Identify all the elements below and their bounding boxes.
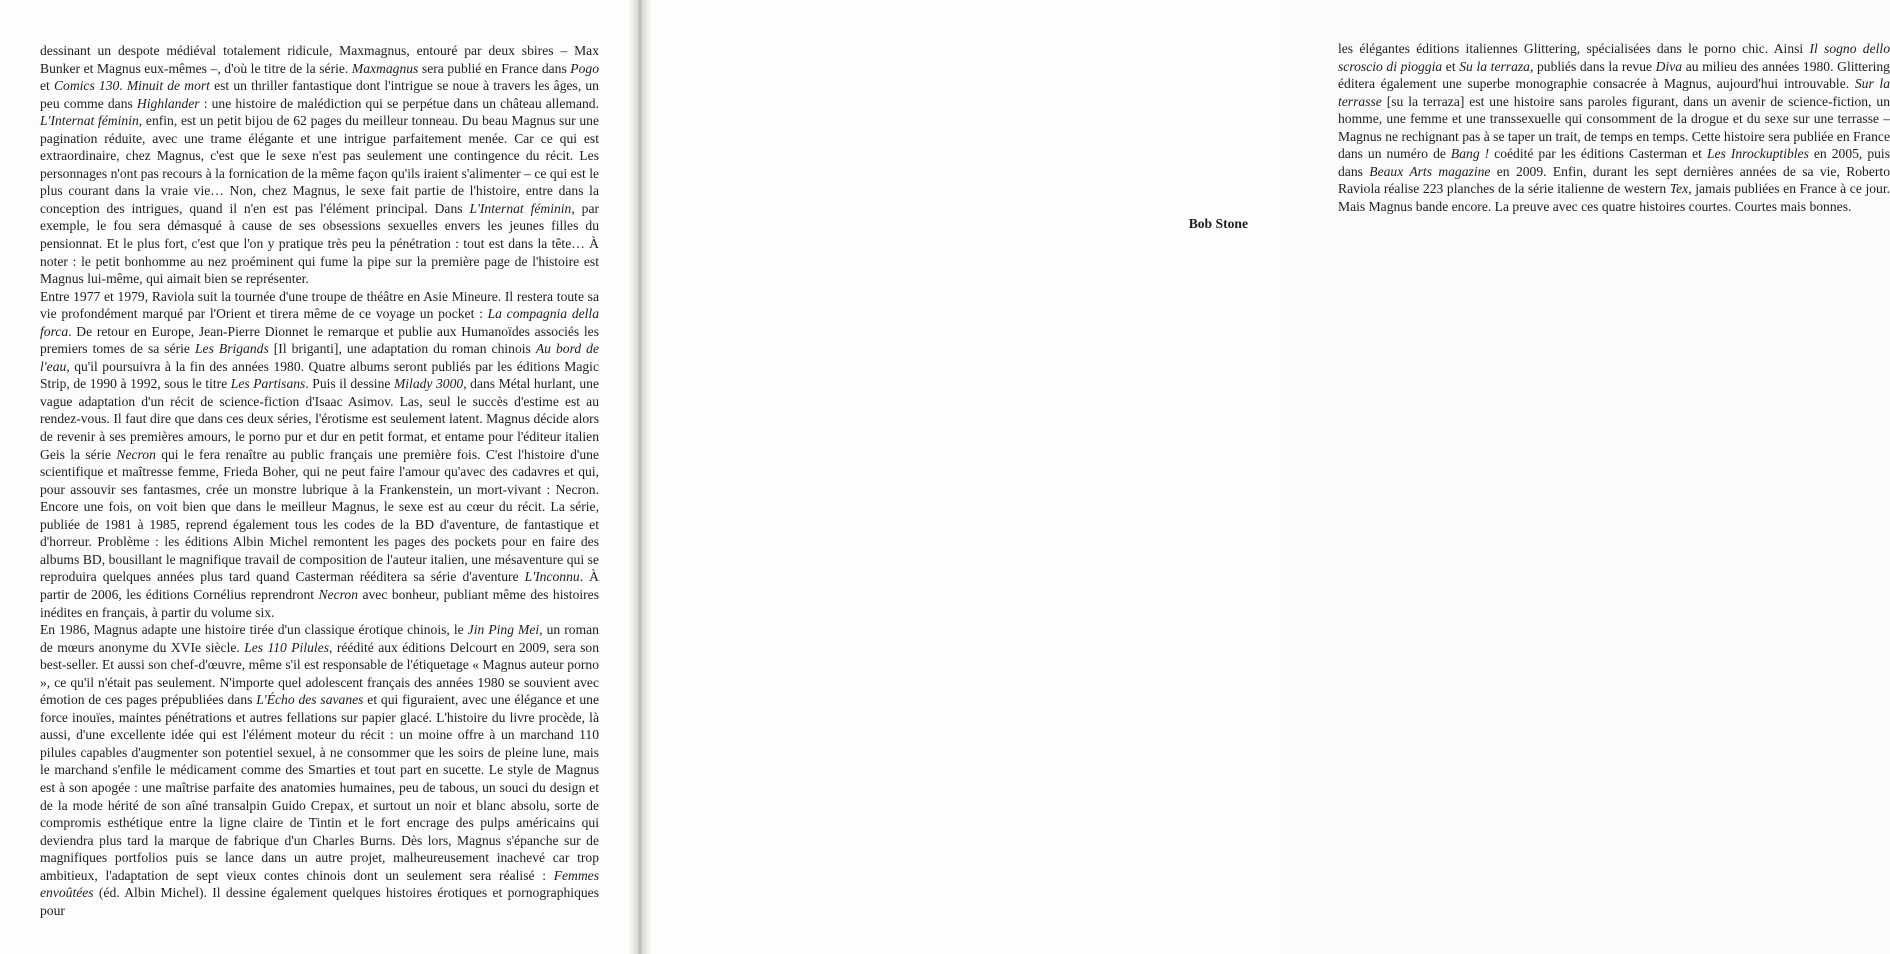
- text-run: En 1986, Magnus adapte une histoire tirée d'un classique érotique chinois, le: [40, 622, 468, 638]
- italic-title: Necron: [116, 446, 156, 462]
- italic-title: Comics 130: [53, 78, 120, 94]
- right-page-text: [1338, 40, 1890, 215]
- text-run: , un roman de mœurs anonyme du XVIe siècle.: [40, 622, 599, 655]
- italic-title: Pogo: [570, 60, 599, 76]
- text-run: , publiés dans la revue: [1529, 58, 1656, 74]
- text-run: en 2005, puis dans: [1338, 146, 1890, 179]
- italic-title: Necron: [318, 586, 358, 602]
- text-run: . À partir de 2006, les éditions Cornélius reprendront: [40, 569, 599, 602]
- italic-title: Highlander: [136, 95, 200, 111]
- text-run: , réédité aux éditions Delcourt en 2009, sera son best-seller. Et aussi son chef-d'œuvre, même s'il est responsable de l'étiquetage « Magnus auteur porno », ce qu'il n'était pas seulement. N'importe quel adolescent français des années 1980 se souvient avec émotion de ces pages prépubliées dans: [40, 639, 599, 708]
- italic-title: Su la terraza: [1459, 58, 1530, 74]
- text-run: qui le fera renaître au public français une première fois. C'est l'histoire d'une scientifique et maîtresse femme, Frieda Boher, qui ne peut faire l'amour qu'avec des cadavres et qui, pour assouvir ses fantasmes, crée un monstre lubrique à la Frankenstein, un mort-vivant : Necron. Encore une fois, on voit bien que dans le meilleur Magnus, le sexe est au cœur du récit. La série, publiée de 1981 à 1985, reprend également tous les codes de la BD d'aventure, de fantastique et d'horreur. Problème : les éditions Albin Michel remontent les pages des pockets pour en faire des albums BD, bousillant le magnifique travail de composition de l'auteur italien, une mésaventure qui se reproduira quelques années plus tard quand Casterman rééditera sa série d'aventure: [40, 446, 599, 585]
- text-run: [Il briganti], une adaptation du roman chinois: [268, 341, 536, 357]
- italic-title: Minuit de mort: [126, 78, 210, 94]
- italic-title: Les Inrockuptibles: [1706, 146, 1809, 162]
- italic-title: L'Écho des savanes: [256, 692, 364, 708]
- italic-title: L'Inconnu: [524, 569, 580, 585]
- paragraph: [40, 42, 599, 288]
- text-run: . Puis il dessine: [305, 376, 394, 392]
- text-run: est un thriller fantastique dont l'intrigue se noue à travers les âges, un peu comme dans: [40, 78, 599, 111]
- italic-title: Beaux Arts magazine: [1369, 163, 1491, 179]
- italic-title: Diva: [1655, 58, 1683, 74]
- italic-title: Les 110 Pilules: [244, 639, 330, 655]
- text-run: [su la terraza] est une histoire sans paroles figurant, dans un avenir de science-fiction, un homme, une femme et une transsexuelle qui consomment de la drogue et du sexe sur une terrasse – Magnus ne rechignant pas à se taper un trait, de temps en temps. Cette histoire sera publiée en France dans un numéro de: [1338, 93, 1890, 162]
- italic-title: Bang !: [1450, 146, 1490, 162]
- text-run: , par exemple, le fou sera démasqué à cause de ses obsessions sexuelles envers les jeunes filles du pensionnat. Et le plus fort, c'est que l'on y pratique très peu la pénétration : tout est dans la tête… À noter : le petit bonhomme au nez proéminent qui fume la pipe sur la première page de l'histoire est Magnus lui-même, qui aimait bien se représenter.: [40, 200, 599, 287]
- italic-title: Sur la terrasse: [1338, 76, 1890, 109]
- text-run: en 2009. Enfin, durant les sept dernières années de sa vie, Roberto Raviola réalise 223 planches de la série italienne de western: [1338, 163, 1890, 197]
- text-run: Entre 1977 et 1979, Raviola suit la tournée d'une troupe de théâtre en Asie Mineure. Il restera toute sa vie profondément marqué par l'Orient et tirera même de ce voyage un pocket :: [40, 288, 599, 322]
- italic-title: Jin Ping Mei: [467, 622, 540, 638]
- text-run: et qui figuraient, avec une élégance et une force inouïes, maintes pénétrations et autres fellations sur papier glacé. L'histoire du livre procède, là aussi, d'une excellente idée qui est l'élément moteur du récit : un moine offre à un marchand 110 pilules capables d'augmenter son potentiel sexuel, à ne consommer que les soirs de pleine lune, mais le marchand s'enfile le médicament comme des Smarties et tout part en sucette. Le style de Magnus est à son apogée : une maîtrise parfaite des anatomies humaines, peu de tabous, un souci du design et de la mode hérité de son aîné transalpin Guido Crepax, et surtout un noir et blanc absolu, sorte de compromis esthétique entre la ligne claire de Tintin et le fort encrage des pulps américains qui deviendra plus tard la marque de fabrique d'un Charles Burns. Dès lors, Magnus s'épanche sur de magnifiques portfolios puis se lance dans un autre projet, malheureusement inachevé car trop ambitieux, l'adaptation de sept vieux contes chinois dont un seulement sera réalisé :: [40, 692, 599, 883]
- text-run: , dans Métal hurlant, une vague adaptation d'un récit de science-fiction d'Isaac Asimov. Las, seul le succès d'estime est au rendez-vous. Il faut dire que dans ces deux séries, l'érotisme est seulement latent. Magnus décide alors de revenir à ses premières amours, le porno pur et dur en petit format, et entame pour l'éditeur italien Geis la série: [40, 376, 599, 462]
- text-run: et: [40, 78, 54, 94]
- left-page-text: [40, 42, 599, 919]
- text-run: au milieu des années 1980. Glittering éditera également une superbe monographie consacrée à Magnus, aujourd'hui introuvable.: [1338, 58, 1890, 92]
- paragraph: [40, 621, 599, 919]
- italic-title: Tex: [1669, 181, 1689, 197]
- text-run: : une histoire de malédiction qui se perpétue dans un château allemand.: [199, 95, 599, 111]
- text-run: avec bonheur, publiant même des histoires inédites en français, à partir du volume six.: [40, 586, 599, 620]
- text-run: les élégantes éditions italiennes Glittering, spécialisées dans le porno chic. Ainsi: [1338, 41, 1810, 56]
- text-run: (éd. Albin Michel). Il dessine également quelques histoires érotiques et pornographiques pour: [40, 885, 599, 918]
- paragraph: [1338, 40, 1890, 215]
- italic-title: Les Partisans: [230, 376, 306, 392]
- left-page: [0, 0, 638, 954]
- text-run: coédité par les éditions Casterman et: [1489, 146, 1707, 162]
- author-signature: Bob Stone: [1188, 216, 1248, 231]
- italic-title: Maxmagnus: [351, 60, 419, 76]
- italic-title: Il sogno dello scroscio di pioggia: [1338, 41, 1890, 74]
- text-run: et: [1442, 58, 1460, 74]
- italic-title: Les Brigands: [194, 341, 269, 357]
- italic-title: La compagnia della forca: [40, 306, 599, 339]
- italic-title: L'Internat féminin: [469, 200, 572, 216]
- italic-title: L'Internat féminin: [40, 113, 139, 129]
- paragraph: [40, 288, 599, 621]
- text-run: sera publié en France dans: [418, 60, 571, 76]
- text-run: .: [119, 78, 127, 94]
- right-page: [642, 0, 1890, 954]
- text-run: , enfin, est un petit bijou de 62 pages du meilleur tonneau. Du beau Magnus sur une pagination réduite, avec une trame élégante et une intrigue parfaitement menée. Car ce qui est extraordinaire, chez Magnus, c'est que le sexe n'est pas seulement une contingence du récit. Les personnages n'ont pas recours à la fornication de la même façon qu'ils iraient s'alimenter – ce qui est le plus courant dans la vraie vie… Non, chez Magnus, le sexe fait partie de l'histoire, entre dans la conception des intrigues, quand il n'en est pas l'élément principal. Dans: [40, 113, 600, 216]
- text-run: , qu'il poursuivra à la fin des années 1980. Quatre albums seront publiés par les éditions Magic Strip, de 1990 à 1992, sous le titre: [40, 358, 599, 392]
- italic-title: Au bord de l'eau: [40, 341, 600, 374]
- book-gutter: [628, 0, 652, 954]
- italic-title: Milady 3000: [393, 376, 464, 392]
- text-run: . De retour en Europe, Jean-Pierre Dionnet le remarque et publie aux Humanoïdes associés les premiers tomes de sa série: [40, 323, 599, 357]
- italic-title: Femmes envoûtées: [40, 867, 599, 901]
- text-run: dessinant un despote médiéval totalement ridicule, Maxmagnus, entouré par deux sbires – Max Bunker et Magnus eux-mêmes –, d'où le titre de la série.: [40, 43, 599, 76]
- text-run: , jamais publiées en France à ce jour. Mais Magnus bande encore. La preuve avec ces quatre histoires courtes. Courtes mais bonnes.: [1338, 181, 1890, 214]
